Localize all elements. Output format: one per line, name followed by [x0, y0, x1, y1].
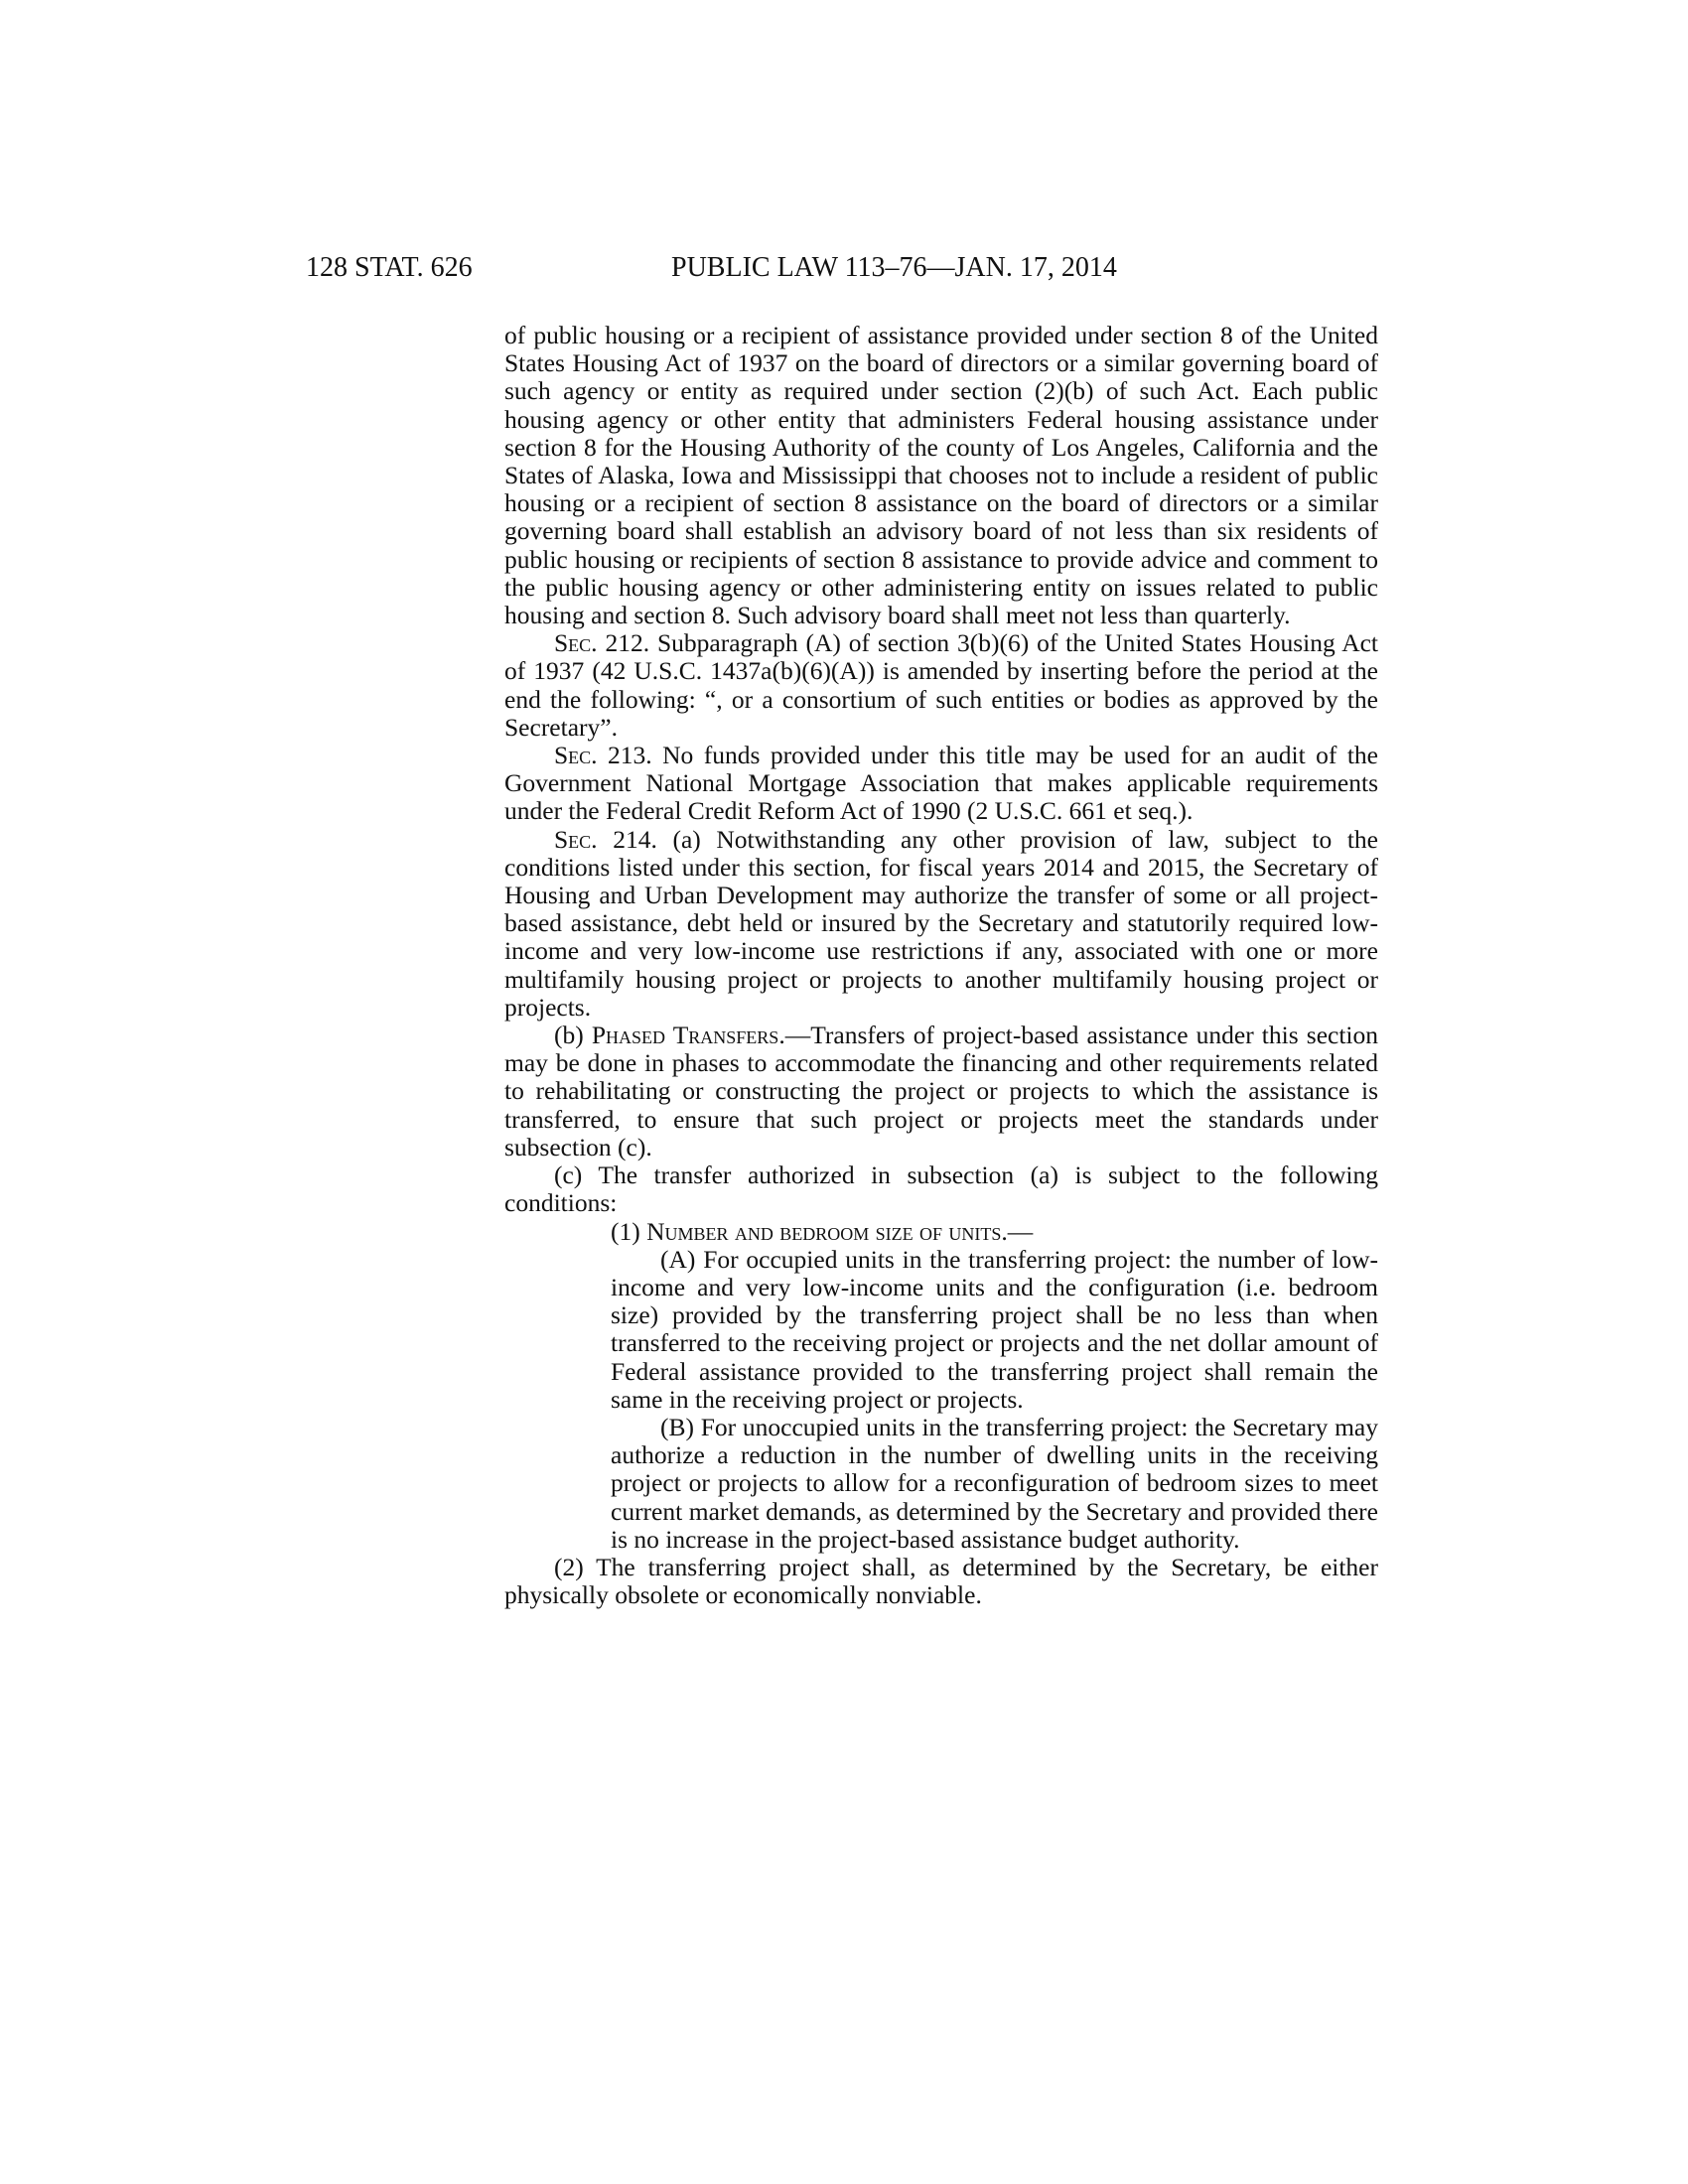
paragraph-2: (2) The transferring project shall, as determined by the Secretary, be either physically obsolete or economically nonviable.	[504, 1552, 1378, 1610]
section-213	[504, 742, 1378, 826]
subsection-heading: Phased Transfers.	[591, 1021, 785, 1050]
paragraph-1-heading	[504, 1218, 1378, 1246]
section-label: Sec. 213.	[554, 741, 652, 770]
statute-citation: 128 STAT. 626	[306, 252, 473, 283]
paragraph-heading: Number and bedroom size of units.	[646, 1216, 1008, 1246]
section-text: No funds provided under this title may be used for an audit of the Government National Mortgage Association that makes applicable requirements under the Federal Credit Reform Act of 1990 (2 U.S.C. 661 et seq.).	[504, 741, 1379, 826]
section-text: Subparagraph (A) of section 3(b)(6) of the United States Housing Act of 1937 (42 U.S.C. 1437a(b)(6)(A)) is amended by inserting before the period at the end the following: “, or a consortium of such entities or bodies as approved by the Secretary”.	[504, 628, 1379, 742]
subparagraph-A: (A) For occupied units in the transferring project: the number of low-income and very low-income units and the configuration (i.e. bedroom size) provided by the transferring project shall be no less than when transferred to the receiving project or projects and the net dollar amount of Federal assistance provided to the transferring project shall remain the same in the receiving project or projects.	[611, 1244, 1378, 1414]
subsection-b	[504, 1022, 1378, 1161]
section-212	[504, 629, 1378, 742]
section-label: Sec. 212.	[554, 628, 650, 658]
subsection-text: —Transfers of project-based assistance under this section may be done in phases to accommodate the financing and other requirements related to rehabilitating or constructing the project or projects to which the assistance is transferred, to ensure that such project or projects meet the standards under subsection (c).	[504, 1021, 1379, 1161]
document-body	[504, 322, 1378, 1609]
subparagraph-B: (B) For unoccupied units in the transferring project: the Secretary may authorize a reduction in the number of dwelling units in the receiving project or projects to allow for a reconfiguration of bedroom sizes to meet current market demands, as determined by the Secretary and provided there is no increase in the project-based assistance budget authority.	[611, 1412, 1378, 1554]
law-title: PUBLIC LAW 113–76—JAN. 17, 2014	[671, 252, 1117, 283]
subsection-prefix: (b)	[554, 1021, 592, 1050]
section-text: (a) Notwithstanding any other provision of law, subject to the conditions listed under this section, for fiscal years 2014 and 2015, the Secretary of Housing and Urban Development may authorize the transfer of some or all project-based assistance, debt held or insured by the Secretary and statutorily required low-income and very low-income use restrictions if any, associated with one or more multifamily housing project or projects to another multifamily housing project or projects.	[504, 824, 1379, 1022]
continuation-paragraph: of public housing or a recipient of assistance provided under section 8 of the United States Housing Act of 1937 on the board of directors or a similar governing board of such agency or entity as required under section (2)(b) of such Act. Each public housing agency or other entity that administers Federal housing assistance under section 8 for the Housing Authority of the county of Los Angeles, California and the States of Alaska, Iowa and Mississippi that chooses not to include a resident of public housing or a recipient of section 8 assistance on the board of directors or a similar governing board shall establish an advisory board of not less than six residents of public housing or recipients of section 8 assistance to provide advice and comment to the public housing agency or other administering entity on issues related to public housing and section 8. Such advisory board shall meet not less than quarterly.	[504, 321, 1378, 630]
subsection-c: (c) The transfer authorized in subsection (a) is subject to the following conditions:	[504, 1160, 1378, 1218]
paragraph-prefix: (1)	[611, 1216, 647, 1246]
paragraph-suffix: —	[1007, 1216, 1034, 1246]
section-label: Sec. 214.	[554, 824, 657, 854]
section-214	[504, 826, 1378, 1022]
page-header	[306, 250, 1378, 290]
